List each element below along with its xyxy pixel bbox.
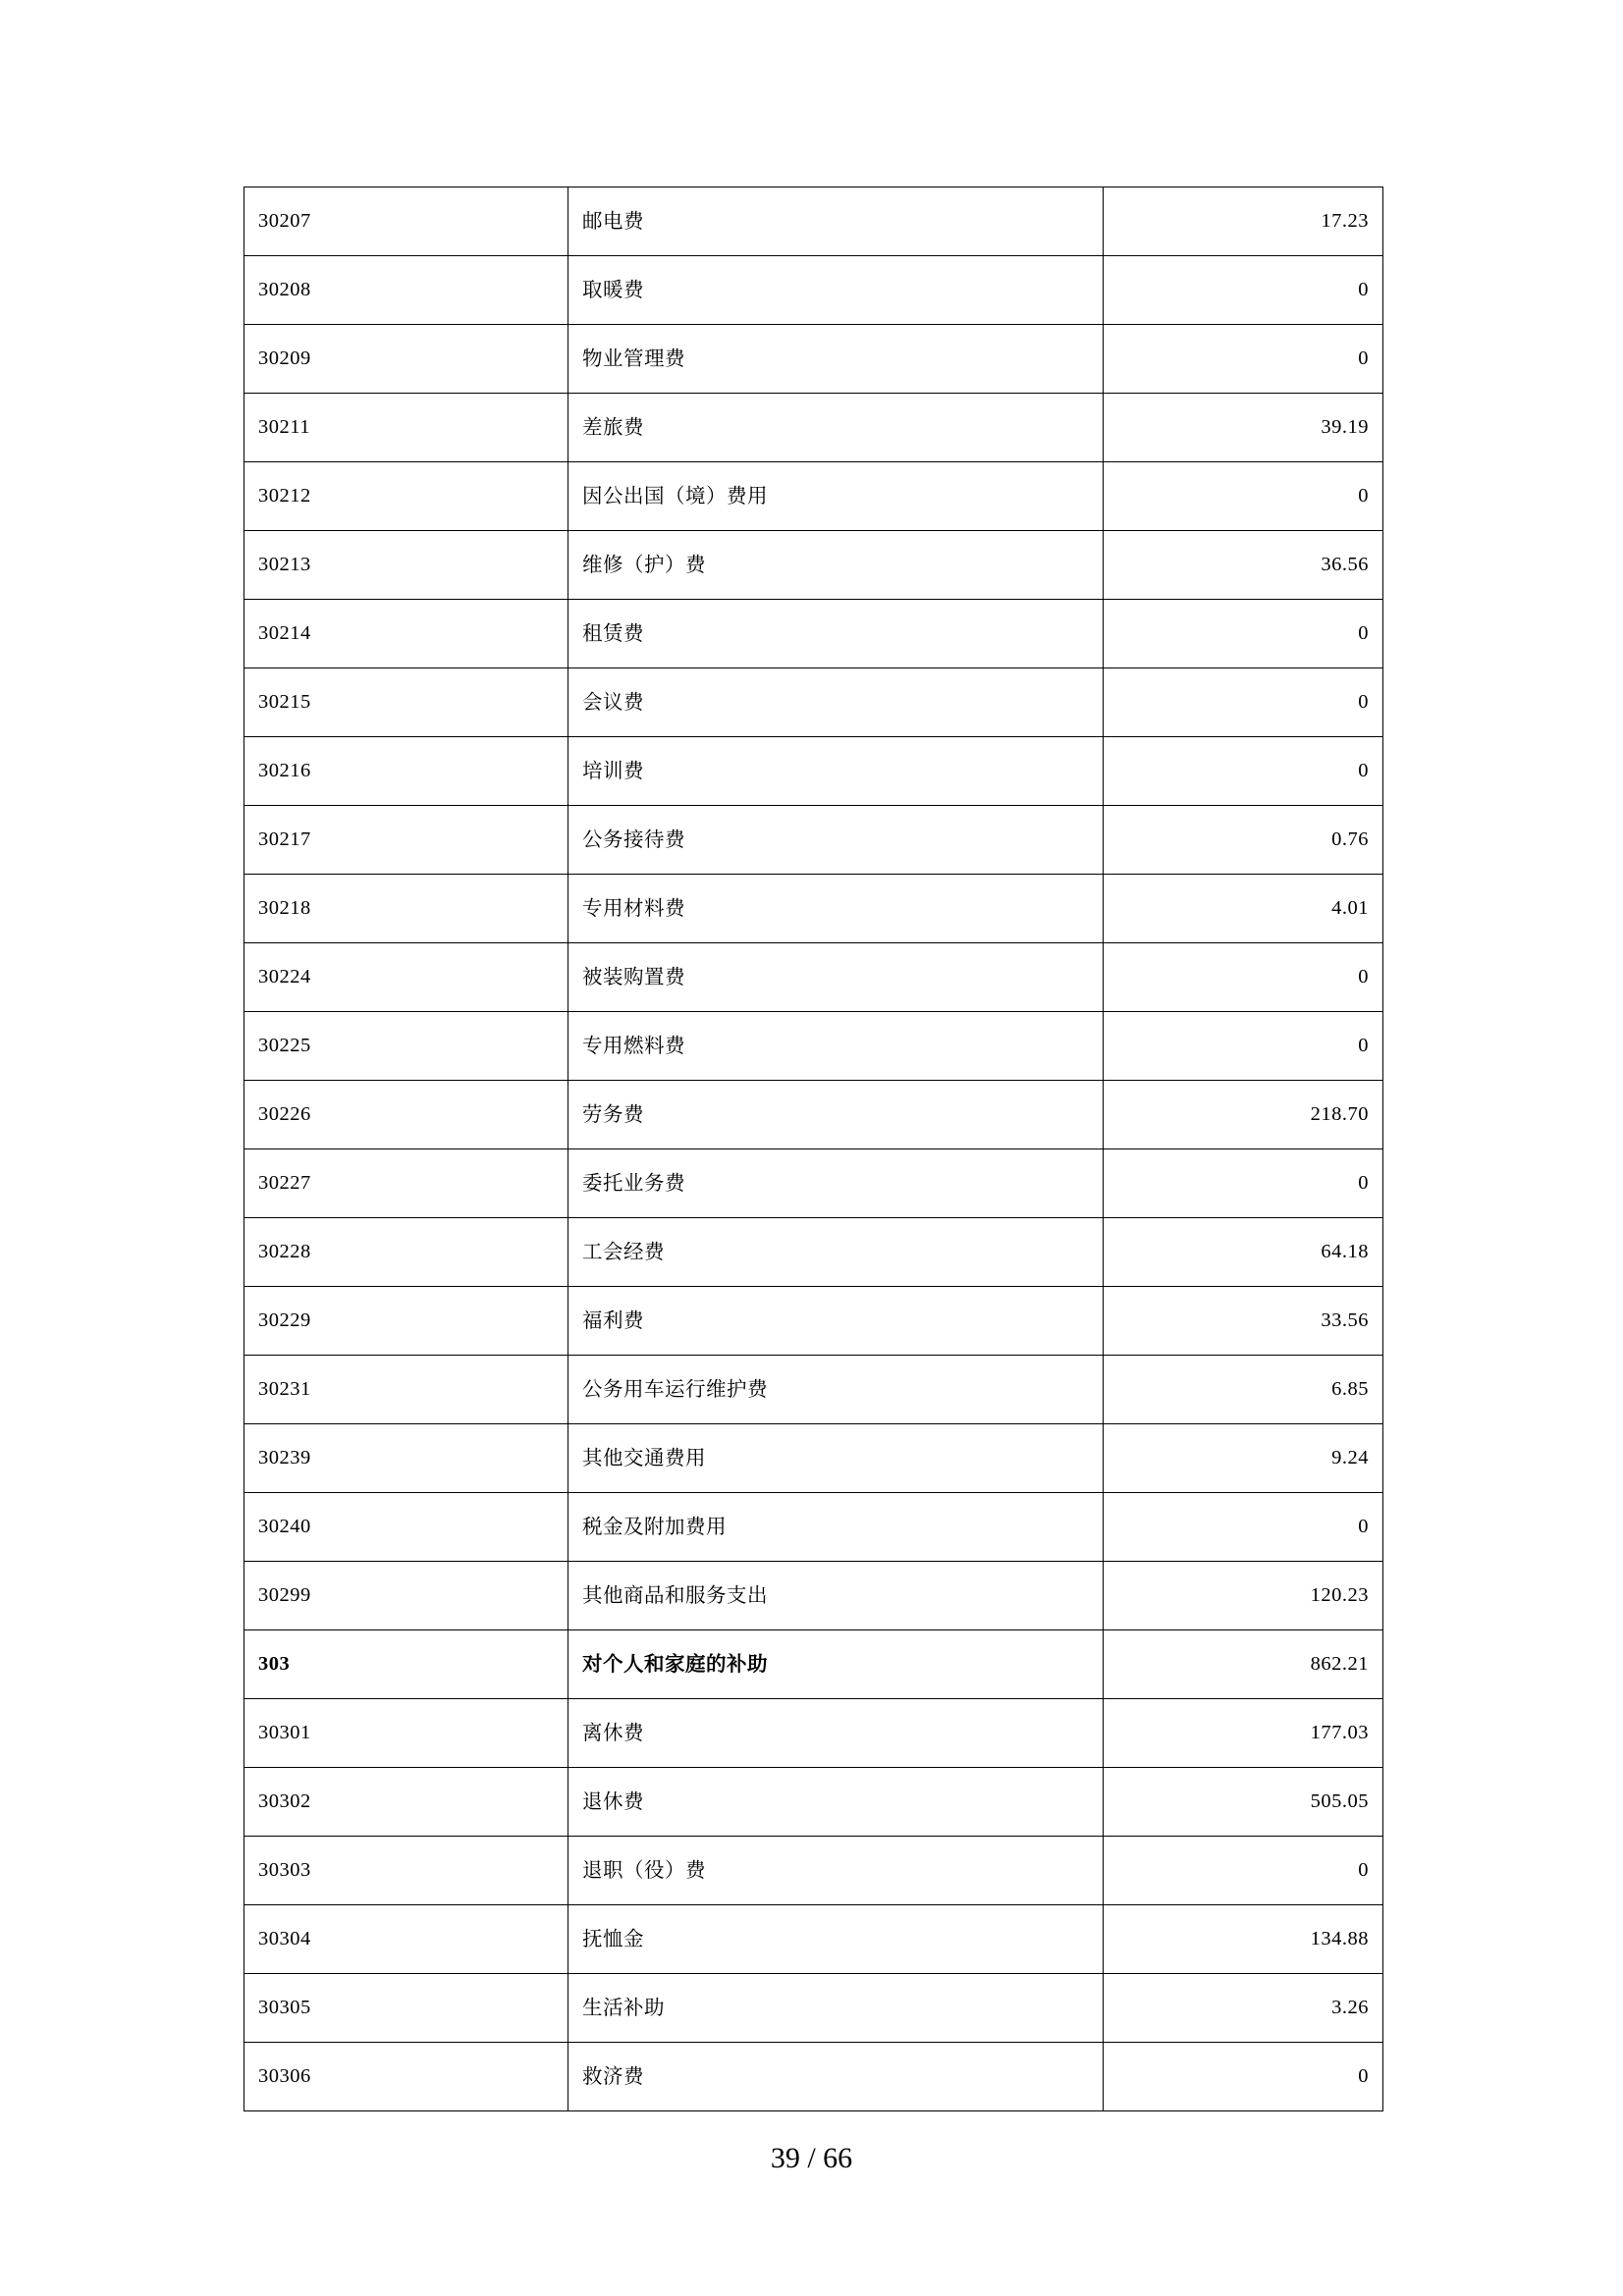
table-row bbox=[244, 1287, 1383, 1356]
cell-subject-name: 被装购置费 bbox=[568, 943, 1104, 1012]
cell-subject-code: 30302 bbox=[244, 1768, 568, 1837]
cell-amount: 33.56 bbox=[1104, 1287, 1383, 1356]
cell-subject-code: 30215 bbox=[244, 668, 568, 737]
table-row bbox=[244, 737, 1383, 806]
cell-subject-code: 30214 bbox=[244, 600, 568, 668]
table-row bbox=[244, 806, 1383, 875]
budget-table-body bbox=[244, 187, 1383, 2111]
cell-subject-code: 30225 bbox=[244, 1012, 568, 1081]
table-row bbox=[244, 1905, 1383, 1974]
cell-subject-code: 30229 bbox=[244, 1287, 568, 1356]
cell-subject-name: 退休费 bbox=[568, 1768, 1104, 1837]
cell-amount: 0 bbox=[1104, 2043, 1383, 2111]
table-row bbox=[244, 2043, 1383, 2111]
cell-subject-name: 物业管理费 bbox=[568, 325, 1104, 394]
cell-amount: 64.18 bbox=[1104, 1218, 1383, 1287]
cell-subject-code: 30211 bbox=[244, 394, 568, 462]
table-row bbox=[244, 1081, 1383, 1149]
table-row bbox=[244, 668, 1383, 737]
cell-subject-name: 退职（役）费 bbox=[568, 1837, 1104, 1905]
cell-amount: 0 bbox=[1104, 600, 1383, 668]
cell-subject-name: 委托业务费 bbox=[568, 1149, 1104, 1218]
cell-subject-code: 30239 bbox=[244, 1424, 568, 1493]
cell-subject-code: 30216 bbox=[244, 737, 568, 806]
table-row bbox=[244, 1974, 1383, 2043]
cell-amount: 0 bbox=[1104, 325, 1383, 394]
cell-subject-name: 差旅费 bbox=[568, 394, 1104, 462]
cell-subject-name: 取暖费 bbox=[568, 256, 1104, 325]
cell-amount: 3.26 bbox=[1104, 1974, 1383, 2043]
table-row bbox=[244, 1424, 1383, 1493]
cell-amount: 39.19 bbox=[1104, 394, 1383, 462]
cell-subject-name: 专用燃料费 bbox=[568, 1012, 1104, 1081]
cell-amount: 4.01 bbox=[1104, 875, 1383, 943]
cell-subject-name: 培训费 bbox=[568, 737, 1104, 806]
cell-subject-name: 邮电费 bbox=[568, 187, 1104, 256]
cell-subject-code: 30301 bbox=[244, 1699, 568, 1768]
cell-subject-name: 工会经费 bbox=[568, 1218, 1104, 1287]
cell-amount: 218.70 bbox=[1104, 1081, 1383, 1149]
table-row bbox=[244, 943, 1383, 1012]
table-row bbox=[244, 1218, 1383, 1287]
table-row bbox=[244, 1768, 1383, 1837]
cell-subject-name: 救济费 bbox=[568, 2043, 1104, 2111]
cell-subject-code: 30218 bbox=[244, 875, 568, 943]
cell-amount: 0 bbox=[1104, 943, 1383, 1012]
cell-amount: 6.85 bbox=[1104, 1356, 1383, 1424]
cell-subject-name: 其他交通费用 bbox=[568, 1424, 1104, 1493]
cell-amount: 0 bbox=[1104, 1837, 1383, 1905]
cell-subject-name: 公务用车运行维护费 bbox=[568, 1356, 1104, 1424]
cell-amount: 17.23 bbox=[1104, 187, 1383, 256]
cell-amount: 36.56 bbox=[1104, 531, 1383, 600]
table-row bbox=[244, 531, 1383, 600]
table-row bbox=[244, 1699, 1383, 1768]
table-row bbox=[244, 1149, 1383, 1218]
cell-subject-name: 租赁费 bbox=[568, 600, 1104, 668]
cell-subject-code: 30226 bbox=[244, 1081, 568, 1149]
cell-subject-code: 30231 bbox=[244, 1356, 568, 1424]
cell-amount: 134.88 bbox=[1104, 1905, 1383, 1974]
cell-subject-code: 30305 bbox=[244, 1974, 568, 2043]
cell-amount: 0 bbox=[1104, 1012, 1383, 1081]
cell-subject-code: 30306 bbox=[244, 2043, 568, 2111]
cell-subject-name: 离休费 bbox=[568, 1699, 1104, 1768]
cell-subject-code: 30207 bbox=[244, 187, 568, 256]
cell-amount: 0 bbox=[1104, 256, 1383, 325]
cell-subject-code: 30217 bbox=[244, 806, 568, 875]
cell-amount: 0 bbox=[1104, 1493, 1383, 1562]
cell-subject-name: 福利费 bbox=[568, 1287, 1104, 1356]
cell-subject-name: 抚恤金 bbox=[568, 1905, 1104, 1974]
cell-amount: 0 bbox=[1104, 1149, 1383, 1218]
cell-subject-name: 会议费 bbox=[568, 668, 1104, 737]
cell-subject-name: 公务接待费 bbox=[568, 806, 1104, 875]
cell-amount: 0 bbox=[1104, 737, 1383, 806]
table-row bbox=[244, 875, 1383, 943]
cell-subject-name: 生活补助 bbox=[568, 1974, 1104, 2043]
cell-subject-name: 维修（护）费 bbox=[568, 531, 1104, 600]
cell-subject-code: 30213 bbox=[244, 531, 568, 600]
cell-subject-code: 30240 bbox=[244, 1493, 568, 1562]
cell-subject-name: 税金及附加费用 bbox=[568, 1493, 1104, 1562]
cell-subject-code: 30227 bbox=[244, 1149, 568, 1218]
cell-subject-code: 30299 bbox=[244, 1562, 568, 1630]
table-row bbox=[244, 1837, 1383, 1905]
cell-subject-name: 因公出国（境）费用 bbox=[568, 462, 1104, 531]
cell-subject-name: 对个人和家庭的补助 bbox=[568, 1630, 1104, 1699]
cell-amount: 0 bbox=[1104, 668, 1383, 737]
table-row bbox=[244, 325, 1383, 394]
cell-amount: 505.05 bbox=[1104, 1768, 1383, 1837]
table-row bbox=[244, 1630, 1383, 1699]
table-row bbox=[244, 1562, 1383, 1630]
table-row bbox=[244, 394, 1383, 462]
table-row bbox=[244, 1012, 1383, 1081]
cell-amount: 862.21 bbox=[1104, 1630, 1383, 1699]
cell-amount: 0 bbox=[1104, 462, 1383, 531]
budget-table bbox=[243, 187, 1383, 2111]
cell-subject-name: 劳务费 bbox=[568, 1081, 1104, 1149]
cell-subject-code: 30212 bbox=[244, 462, 568, 531]
cell-subject-code: 30208 bbox=[244, 256, 568, 325]
table-row bbox=[244, 462, 1383, 531]
cell-amount: 120.23 bbox=[1104, 1562, 1383, 1630]
cell-subject-code: 30224 bbox=[244, 943, 568, 1012]
cell-subject-code: 30303 bbox=[244, 1837, 568, 1905]
cell-amount: 0.76 bbox=[1104, 806, 1383, 875]
page-footer: 39 / 66 bbox=[770, 2142, 853, 2174]
cell-amount: 9.24 bbox=[1104, 1424, 1383, 1493]
table-row bbox=[244, 256, 1383, 325]
cell-subject-code: 303 bbox=[244, 1630, 568, 1699]
cell-subject-code: 30304 bbox=[244, 1905, 568, 1974]
cell-subject-code: 30228 bbox=[244, 1218, 568, 1287]
table-row bbox=[244, 187, 1383, 256]
cell-subject-name: 其他商品和服务支出 bbox=[568, 1562, 1104, 1630]
table-row bbox=[244, 1356, 1383, 1424]
cell-amount: 177.03 bbox=[1104, 1699, 1383, 1768]
table-row bbox=[244, 600, 1383, 668]
cell-subject-code: 30209 bbox=[244, 325, 568, 394]
table-row bbox=[244, 1493, 1383, 1562]
cell-subject-name: 专用材料费 bbox=[568, 875, 1104, 943]
budget-table-container bbox=[243, 187, 1382, 2111]
